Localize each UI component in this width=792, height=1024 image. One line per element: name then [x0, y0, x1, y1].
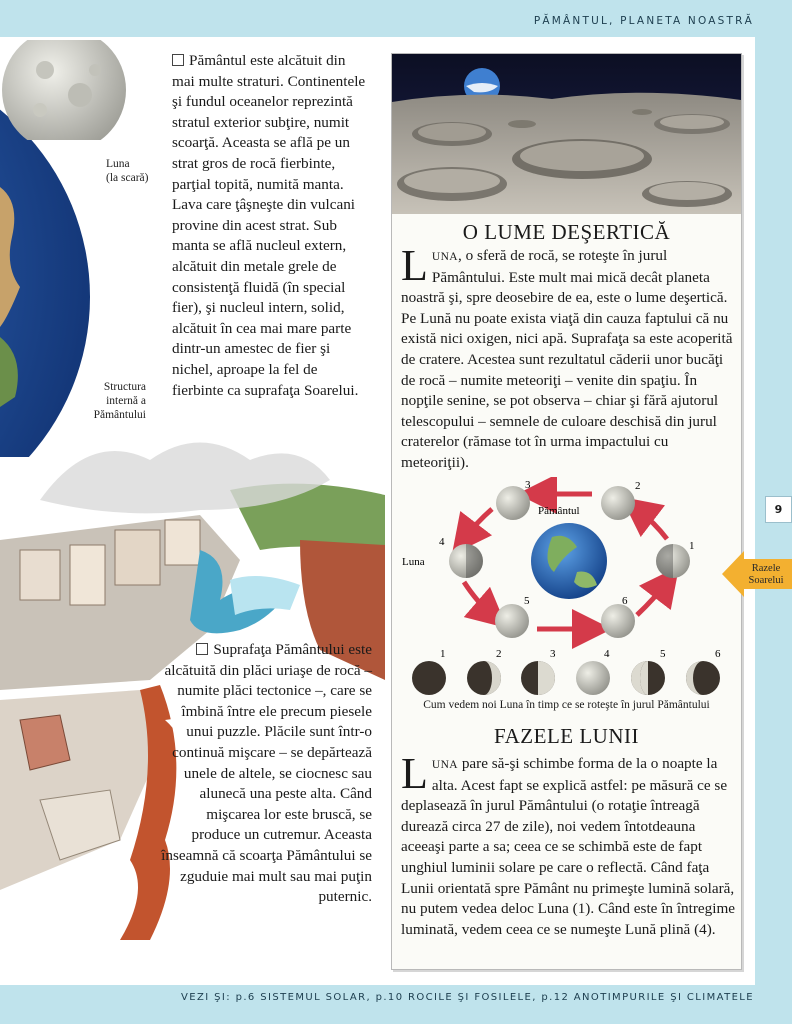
phase-number: 4: [604, 648, 610, 660]
phase-moon-5: [631, 661, 665, 695]
moon-info-panel: [391, 53, 742, 970]
phase-number: 1: [440, 648, 446, 660]
orbit-arrow: [464, 582, 492, 615]
moon-at-scale-illustration: [0, 40, 128, 140]
phase-number: 3: [550, 648, 556, 660]
orbit-moon-1: [656, 544, 690, 578]
orbit-moon-4: [449, 544, 483, 578]
structure-caption-line: internă a: [106, 395, 146, 407]
page-header-title: PĂMÂNTUL, PLANETA NOASTRĂ: [533, 15, 754, 27]
orbit-position-label: 5: [524, 595, 530, 607]
orbit-moon-3: [496, 486, 530, 520]
orbit-position-label: 3: [525, 479, 531, 491]
earth-structure-caption: [90, 380, 146, 422]
moon-scale-caption: [106, 157, 148, 185]
tectonic-plates-text: Suprafaţa Pământului este alcătuită din plăci uriaşe de rocă – numite plăci tectonice –, care se îmbină între ele precum piesele unui puzzle. Plăcile sunt într-o continuă mişcare – se depărtează unele de altele, se ciocnesc sau alunecă una peste alta. Când mişcarea lor este bruscă, se produce un cutremur. Aceasta înseamnă că scoarţa Pământului se zguduie mai mult sau mai puţin puternic.: [161, 641, 372, 906]
orbit-moon-6: [601, 604, 635, 638]
desert-world-paragraph: [401, 241, 735, 474]
phase-moon-6: [686, 661, 720, 695]
phase-number: 6: [715, 648, 721, 660]
moon-caption-line: (la scară): [106, 172, 149, 184]
phase-moon-2: [467, 661, 501, 695]
moon-phases-text: pare să-şi schimbe forma de la o noapte la alta. Acest fapt se explică astfel: pe măsură ce se deplasează în jurul Pământului (o rotaţie întreagă durează circa 27 de zile), noi vedem întotdeauna aceeaşi parte a sa; ceea ce se schimbă este de fapt unghiul luminii solare pe care o reflectă. Când faţa Lunii orientată spre Pământ nu primeşte lumină solară, nu putem vedea deloc Luna (1). Când este în întregime luminată, vedem ceea ce se numeşte Lună plină (4).: [401, 755, 736, 938]
phase-moon-1: [412, 661, 446, 695]
earth-label: Pământul: [538, 505, 580, 517]
orbit-diagram-caption: Cum vedem noi Luna în timp ce se roteşte în jurul Pământului: [423, 699, 710, 711]
earth-layers-paragraph: [172, 51, 368, 401]
lead-smallcaps: UNA: [431, 759, 459, 771]
moon-orbit-diagram: [392, 477, 741, 702]
orbit-position-label: 6: [622, 595, 628, 607]
bullet-square-icon: [196, 643, 208, 655]
footer-see-also: VEZI ŞI: p.6 SISTEMUL SOLAR, p.10 ROCILE ŞI FOSILELE, p.12 ANOTIMPURILE ŞI CLIMATELE: [181, 992, 754, 1003]
desert-world-heading: O LUME DEŞERTICĂ: [462, 220, 671, 244]
orbit-arrow: [637, 509, 667, 539]
bullet-square-icon: [172, 54, 184, 66]
orbit-position-label: 2: [635, 480, 641, 492]
sun-rays-arrow: [722, 549, 792, 599]
orbit-arrow: [464, 509, 492, 539]
moon-phases-heading: FAZELE LUNII: [494, 724, 639, 748]
orbit-position-label: 4: [439, 536, 445, 548]
earth-globe: [531, 523, 607, 599]
orbit-arrow: [637, 582, 667, 615]
orbit-moon-2: [601, 486, 635, 520]
phase-moon-4: [576, 661, 610, 695]
lunar-surface-illustration: [392, 54, 741, 214]
earth-layers-text: Pământul este alcătuit din mai multe straturi. Continentele şi fundul oceanelor reprezintă stratul exterior subţire, numit scoarţă. Aceasta se află pe un strat gros de rocă fierbinte, parţial topită, numită manta. Lava care ţâşneşte din vulcani provine din acest strat. Sub manta se află nucleul extern, alcătuit din metale grele de consistenţă fluidă (în special fier), şi nucleul intern, solid, alcătuit în cea mai mare parte dintr-un amestec de fier şi nichel, aproape la fel de fierbinte ca suprafaţa Soarelui.: [172, 52, 366, 399]
lead-smallcaps: UNA: [431, 251, 459, 263]
moon-phases-paragraph: [401, 749, 736, 940]
phase-moon-3: [521, 661, 555, 695]
page-number: 9: [765, 496, 792, 523]
desert-world-text: , o sferă de rocă, se roteşte în jurul Pământului. Este mult mai mică decât planeta noastră şi, spre deosebire de ea, este o lume deşertică. Pe Lună nu poate exista viaţă din cauza faptului că nu există nici oxigen, nici apă. Suprafaţa sa este acoperită de cratere. Acestea sunt rezultatul căderii unor bucăţi de rocă – numite meteoriţi – venite din spaţiu. În nopţile senine, se pot observa – chiar şi fără ajutorul telescopului – semnele de culoare deschisă din jurul craterelor (rămase tot în urma impactului cu meteoriţii).: [401, 247, 733, 471]
moon-label: Luna: [402, 556, 425, 568]
phase-number: 2: [496, 648, 502, 660]
sun-rays-label: Soarelui: [748, 575, 784, 586]
phase-number: 5: [660, 648, 666, 660]
drop-cap: L: [401, 749, 428, 798]
orbit-position-label: 1: [689, 540, 695, 552]
structure-caption-line: Pământului: [93, 409, 146, 421]
tectonic-plates-paragraph: [160, 640, 372, 908]
moon-caption-line: Luna: [106, 158, 130, 170]
drop-cap: L: [401, 241, 428, 290]
orbit-moon-5: [495, 604, 529, 638]
structure-caption-line: Structura: [103, 381, 146, 393]
sun-rays-label: Razele: [751, 563, 781, 574]
